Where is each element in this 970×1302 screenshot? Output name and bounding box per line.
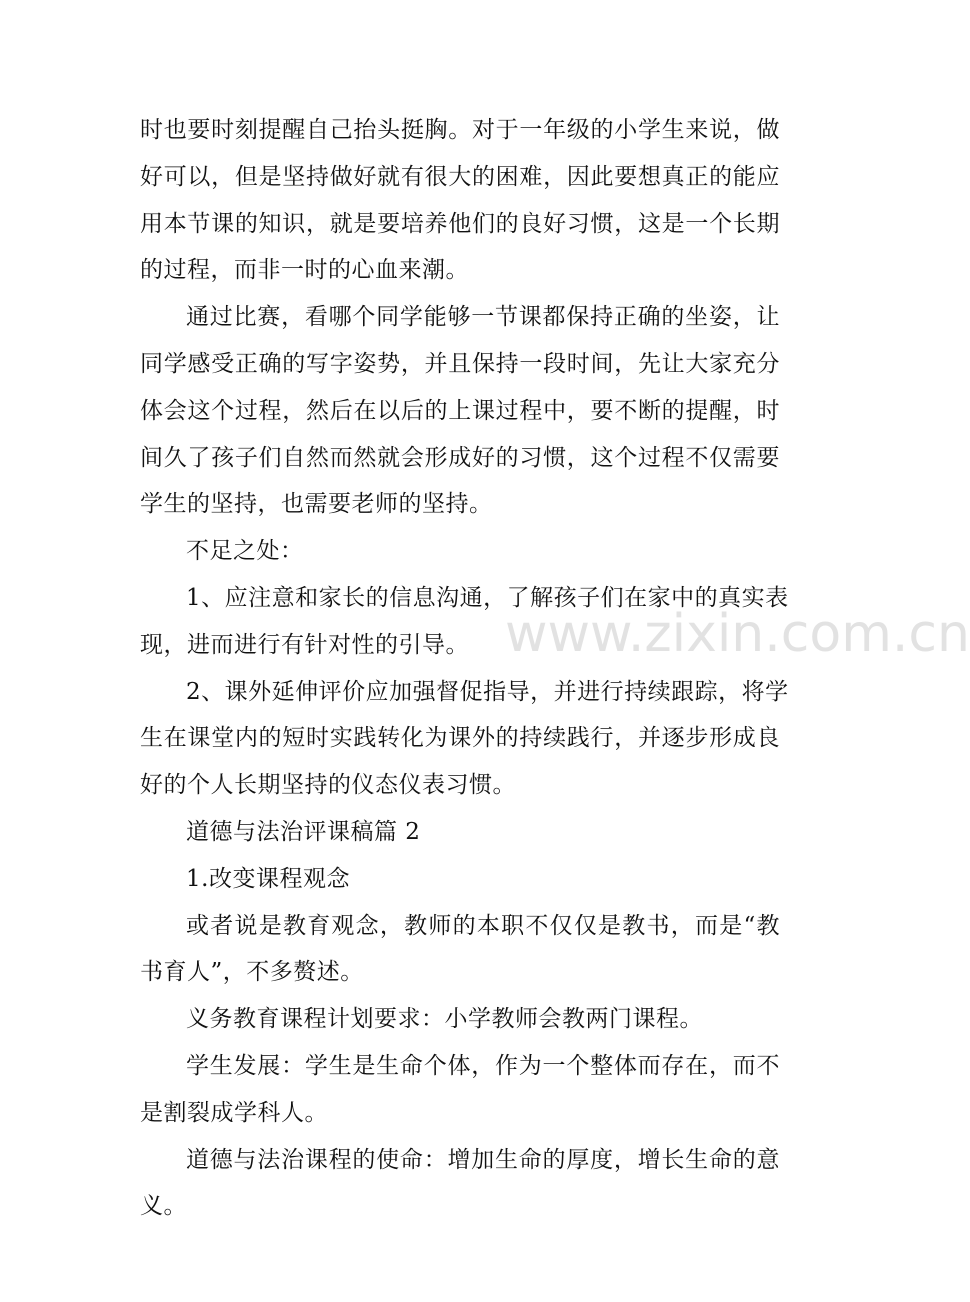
text-line: 间久了孩子们自然而然就会形成好的习惯，这个过程不仅需要 — [140, 444, 780, 471]
text-line: 2、课外延伸评价应加强督促指导，并进行持续跟踪，将学 — [186, 678, 789, 705]
text-line: 不足之处： — [186, 538, 304, 565]
text-line: 通过比赛，看哪个同学能够一节课都保持正确的坐姿，让 — [186, 304, 780, 331]
text-line: 同学感受正确的写字姿势，并且保持一段时间，先让大家充分 — [140, 350, 780, 377]
text-line: 现，进而进行有针对性的引导。 — [140, 631, 469, 658]
text-line: 道德与法治课程的使命：增加生命的厚度，增长生命的意 — [186, 1146, 780, 1173]
text-line: 义务教育课程计划要求：小学教师会教两门课程。 — [186, 1006, 703, 1033]
text-line: 1、应注意和家长的信息沟通，了解孩子们在家中的真实表 — [186, 584, 789, 611]
document-body — [140, 107, 789, 1230]
text-line: 体会这个过程，然后在以后的上课过程中，要不断的提醒，时 — [140, 397, 780, 424]
text-line: 的过程，而非一时的心血来潮。 — [140, 257, 469, 284]
text-line: 书育人”，不多赘述。 — [140, 959, 364, 986]
text-line: 或者说是教育观念，教师的本职不仅仅是教书，而是“教 — [186, 912, 780, 939]
text-line: 学生的坚持，也需要老师的坚持。 — [140, 491, 493, 518]
watermark: www.zixin.com.cn — [505, 604, 970, 664]
text-line: 好可以，但是坚持做好就有很大的困难，因此要想真正的能应 — [140, 163, 780, 190]
text-line: 道德与法治评课稿篇 2 — [186, 818, 421, 845]
text-line: 是割裂成学科人。 — [140, 1099, 328, 1126]
text-line: 时也要时刻提醒自己抬头挺胸。对于一年级的小学生来说，做 — [140, 117, 780, 143]
text-line: 生在课堂内的短时实践转化为课外的持续践行，并逐步形成良 — [140, 725, 780, 752]
text-line: 义。 — [140, 1193, 187, 1220]
text-line: 1.改变课程观念 — [186, 865, 350, 892]
text-line: 用本节课的知识，就是要培养他们的良好习惯，这是一个长期 — [140, 210, 780, 237]
text-line: 学生发展：学生是生命个体，作为一个整体而存在，而不 — [186, 1052, 780, 1079]
text-line: 好的个人长期坚持的仪态仪表习惯。 — [140, 772, 516, 799]
